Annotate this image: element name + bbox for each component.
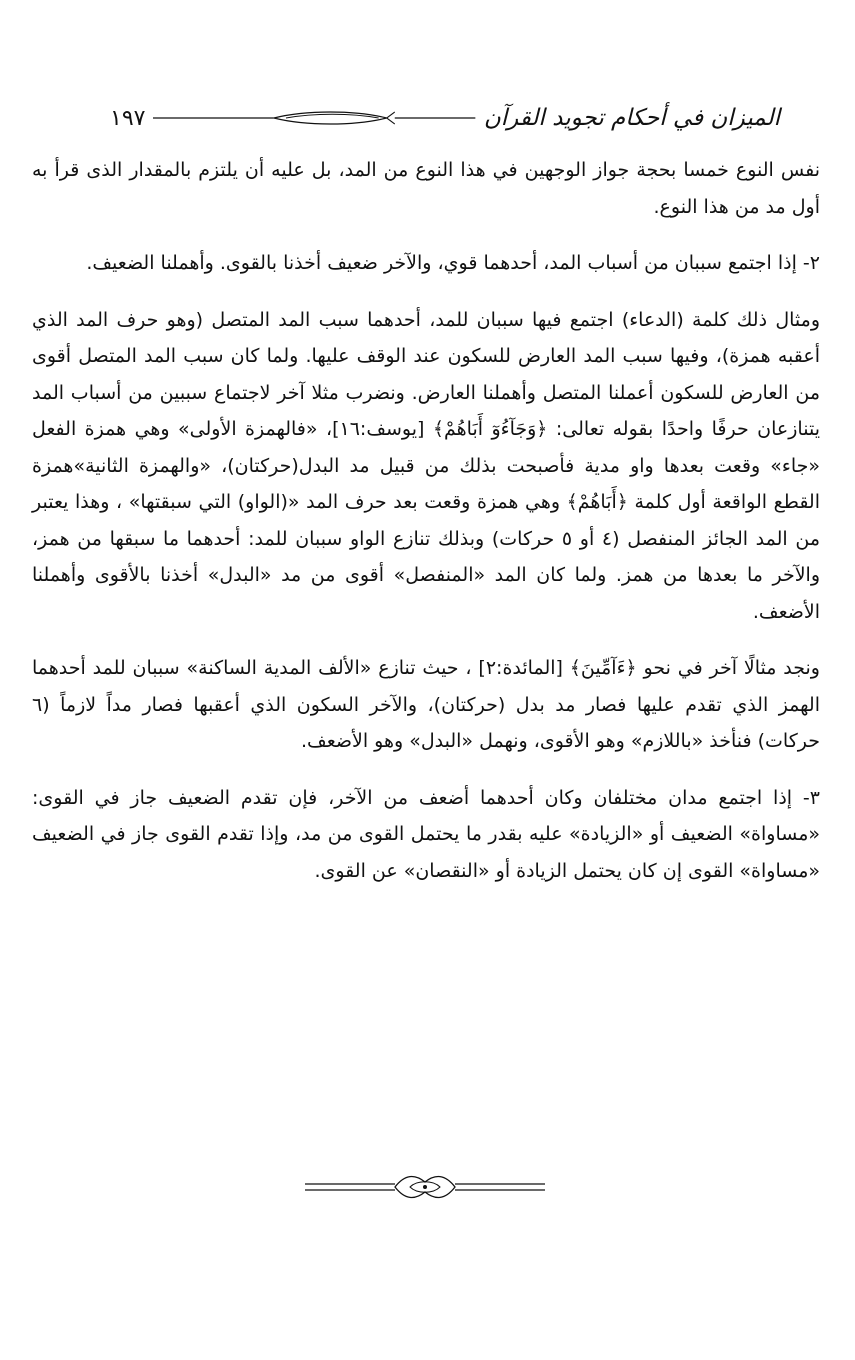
page-body bbox=[32, 152, 820, 909]
paragraph-2: ٢- إذا اجتمع سببان من أسباب المد، أحدهما قوي، والآخر ضعيف أخذنا بالقوى. وأهملنا الضعيف. bbox=[86, 252, 820, 274]
end-ornament bbox=[300, 1168, 550, 1208]
paragraph-1: نفس النوع خمسا بحجة جواز الوجهين في هذا النوع من المد، بل عليه أن يلتزم بالمقدار الذى قرأ به أول مد من هذا النوع. bbox=[32, 159, 820, 218]
header-decorative-rule bbox=[153, 106, 475, 130]
page-number: ١٩٧ bbox=[110, 105, 146, 131]
paragraph-3: ومثال ذلك كلمة (الدعاء) اجتمع فيها سببان للمد، أحدهما سبب المد المتصل (وهو حرف المد الذي أعقبه همزة)، وفيها سبب المد العارض للسكون عند الوقف عليها. ولما كان سبب المد المتصل أقوى من العارض للسكون أعملنا المتصل وأهملنا العارض. ونضرب مثلا آخر لاجتماع سببين من أسباب المد يتنازعان حرفًا واحدًا بقوله تعالى: ﴿وَجَآءُوٓ أَبَاهُمْ﴾ [يوسف:١٦]، «فالهمزة الأولى» وهي همزة الفعل «جاء» وقعت بعدها واو مدية فأصبحت بذلك من قبيل مد البدل(حركتان)، «والهمزة الثانية»همزة القطع الواقعة أول كلمة ﴿أَبَاهُمْ﴾ وهي همزة وقعت بعد حرف المد «(الواو) التي سبقتها» ، وهذا يعتبر من المد الجائز المنفصل (٤ أو ٥ حركات) وبذلك تنازع الواو سببان للمد: أحدهما ما سبقها من همز، والآخر ما بعدها من همز. ولما كان المد «المنفصل» أقوى من مد «البدل» أخذنا بالأقوى وأهملنا الأضعف. bbox=[32, 308, 820, 623]
paragraph-5: ٣- إذا اجتمع مدان مختلفان وكان أحدهما أضعف من الآخر، فإن تقدم الضعيف جاز في القوى: «مساواة» الضعيف أو «الزيادة» عليه بقدر ما يحتمل القوى من مد، وإذا تقدم القوى جاز في الضعيف «مساواة» القوى إن كان يحتمل الزيادة أو «النقصان» عن القوى. bbox=[32, 786, 820, 882]
paragraph-4: ونجد مثالًا آخر في نحو ﴿ءَآمِّينَ﴾ [المائدة:٢] ، حيث تنازع «الألف المدية الساكنة» سببان للمد أحدهما الهمز الذي تقدم عليها فصار مد بدل (حركتان)، والآخر السكون الذي أعقبها فصار مداً لازماً (٦ حركات) فنأخذ «باللازم» وهو الأقوى، ونهمل «البدل» وهو الأضعف. bbox=[32, 657, 820, 752]
book-title: الميزان في أحكام تجويد القرآن bbox=[483, 105, 780, 131]
page-header bbox=[110, 98, 780, 138]
